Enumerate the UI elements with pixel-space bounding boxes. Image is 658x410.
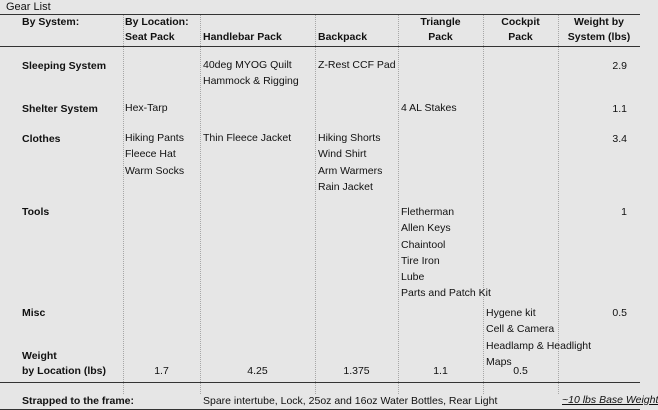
cockpit-pack-weight: 0.5 xyxy=(513,365,528,377)
list-item: Hammock & Rigging xyxy=(203,75,299,88)
header-weight-by-system-line2: System (lbs) xyxy=(567,31,631,43)
header-seat-pack: Seat Pack xyxy=(125,31,175,43)
row-label-tools: Tools xyxy=(22,206,50,218)
sleeping-handlebar-items xyxy=(203,57,299,90)
shelter-weight: 1.1 xyxy=(612,103,627,115)
page-title: Gear List xyxy=(6,1,51,13)
list-item: Fleece Hat xyxy=(125,148,176,161)
list-item: Fletherman xyxy=(401,206,455,218)
sleeping-weight: 2.9 xyxy=(612,60,627,72)
list-item: Thin Fleece Jacket xyxy=(203,132,292,144)
header-cockpit-pack-line2: Pack xyxy=(508,31,533,43)
clothes-handlebar-items xyxy=(203,130,291,146)
base-weight-note: ~10 lbs Base Weight xyxy=(562,394,658,406)
tools-triangle-items xyxy=(401,204,491,302)
list-item: 4 AL Stakes xyxy=(401,102,457,114)
list-item: Hygene kit xyxy=(486,307,536,319)
clothes-seat-items xyxy=(125,130,184,179)
col-divider-2 xyxy=(200,14,201,394)
header-backpack: Backpack xyxy=(318,31,368,43)
list-item: Allen Keys xyxy=(401,222,451,235)
list-item: Hex-Tarp xyxy=(125,102,168,114)
list-item: Hiking Shorts xyxy=(318,132,381,144)
list-item: Cell & Camera xyxy=(486,323,555,336)
row-label-shelter-system: Shelter System xyxy=(22,103,98,115)
shelter-seat-items xyxy=(125,100,168,116)
header-rule xyxy=(0,46,640,47)
list-item: Hiking Pants xyxy=(125,132,184,144)
row-label-weight-line2: by Location (lbs) xyxy=(22,365,106,377)
footer-label xyxy=(22,394,134,408)
list-item: Warm Socks xyxy=(125,164,185,177)
footer-frame-items: Spare intertube, Lock, 25oz and 16oz Water Bottles, Rear Light xyxy=(203,395,498,407)
col-divider-3 xyxy=(315,14,316,394)
list-item: Chaintool xyxy=(401,238,446,251)
header-triangle-pack-line1: Triangle xyxy=(420,16,461,28)
triangle-pack-weight: 1.1 xyxy=(433,365,448,377)
list-item: Wind Shirt xyxy=(318,148,367,161)
sleeping-backpack-items xyxy=(318,57,396,73)
misc-weight: 0.5 xyxy=(612,307,627,319)
backpack-weight: 1.375 xyxy=(343,365,370,377)
list-item: Arm Warmers xyxy=(318,164,383,177)
handlebar-pack-weight: 4.25 xyxy=(247,365,268,377)
list-item: Tire Iron xyxy=(401,254,440,267)
header-by-system: By System: xyxy=(22,16,80,28)
list-item: Z-Rest CCF Pad xyxy=(318,59,396,71)
tools-weight: 1 xyxy=(621,206,627,218)
footer-label-text: Strapped to the frame: xyxy=(22,395,135,407)
col-divider-4 xyxy=(398,14,399,394)
list-item: Lube xyxy=(401,271,425,284)
footer-rule xyxy=(0,382,640,383)
clothes-backpack-items xyxy=(318,130,382,195)
row-label-clothes: Clothes xyxy=(22,133,61,145)
seat-pack-weight: 1.7 xyxy=(154,365,169,377)
col-divider-1 xyxy=(123,14,124,394)
list-item: Parts and Patch Kit xyxy=(401,287,491,300)
row-label-weight-line1: Weight xyxy=(22,350,57,362)
row-label-sleeping-system: Sleeping System xyxy=(22,60,107,72)
header-cockpit-pack-line1: Cockpit xyxy=(501,16,540,28)
list-item: 40deg MYOG Quilt xyxy=(203,59,292,71)
header-weight-by-system-line1: Weight by xyxy=(574,16,624,28)
header-handlebar-pack: Handlebar Pack xyxy=(203,31,282,43)
header-by-location: By Location: xyxy=(125,16,189,28)
row-label-misc: Misc xyxy=(22,307,46,319)
list-item: Rain Jacket xyxy=(318,180,373,193)
shelter-triangle-items xyxy=(401,100,457,116)
clothes-weight: 3.4 xyxy=(612,133,627,145)
header-triangle-pack-line2: Pack xyxy=(428,31,453,43)
list-item: Headlamp & Headlight xyxy=(486,339,592,352)
list-item: Maps xyxy=(486,355,512,368)
